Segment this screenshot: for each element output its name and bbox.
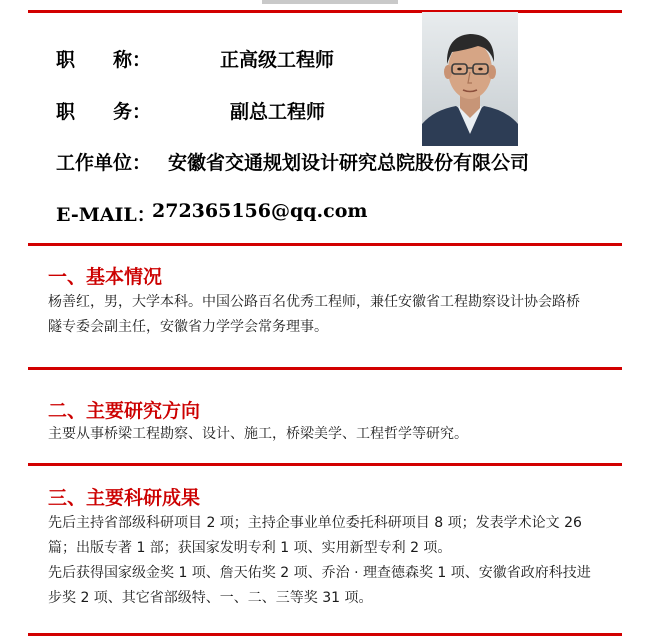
employer-value: 安徽省交通规划设计研究总院股份有限公司 [168,152,530,174]
section-achievements-line: 先后主持省部级科研项目 2 项；主持企事业单位委托科研项目 8 项；发表学术论文 26 [48,515,582,531]
section-research-heading: 二、主要研究方向 [48,400,201,422]
section-basic-heading: 一、基本情况 [48,266,163,288]
employer-label: 工作单位： [56,152,152,174]
section-achievements-line: 先后获得国家级金奖 1 项、詹天佑奖 2 项、乔治 · 理查德森奖 1 项、安徽省政府科技进 [48,565,591,581]
divider-3 [28,463,622,466]
section-achievements-heading: 三、主要科研成果 [48,487,201,509]
divider-4 [28,633,622,636]
position-label: 职 务： [56,101,152,123]
section-basic-line: 杨善红，男，大学本科。中国公路百名优秀工程师，兼任安徽省工程勘察设计协会路桥 [48,294,580,310]
section-achievements-line: 篇；出版专著 1 部；获国家发明专利 1 项、实用新型专利 2 项。 [48,540,452,556]
position-value: 副总工程师 [230,101,326,123]
section-basic-line: 隧专委会副主任，安徽省力学学会常务理事。 [48,319,328,335]
divider-2 [28,367,622,370]
portrait-photo [422,12,518,146]
email-value[interactable]: 272365156@qq.com [152,200,368,222]
section-basic-body [48,290,628,340]
section-research-line: 主要从事桥梁工程勘察、设计、施工，桥梁美学、工程哲学等研究。 [48,426,468,442]
top-tab-decoration [262,0,398,4]
section-achievements-body [48,511,628,611]
section-research-body [48,422,628,447]
title-label: 职 称： [56,49,152,71]
portrait-illustration [422,12,518,146]
title-value: 正高级工程师 [220,49,335,71]
top-divider [28,10,622,13]
section-achievements-line: 步奖 2 项、其它省部级特、一、二、三等奖 31 项。 [48,590,373,606]
email-label: E-MAIL： [56,204,156,226]
divider-1 [28,243,622,246]
